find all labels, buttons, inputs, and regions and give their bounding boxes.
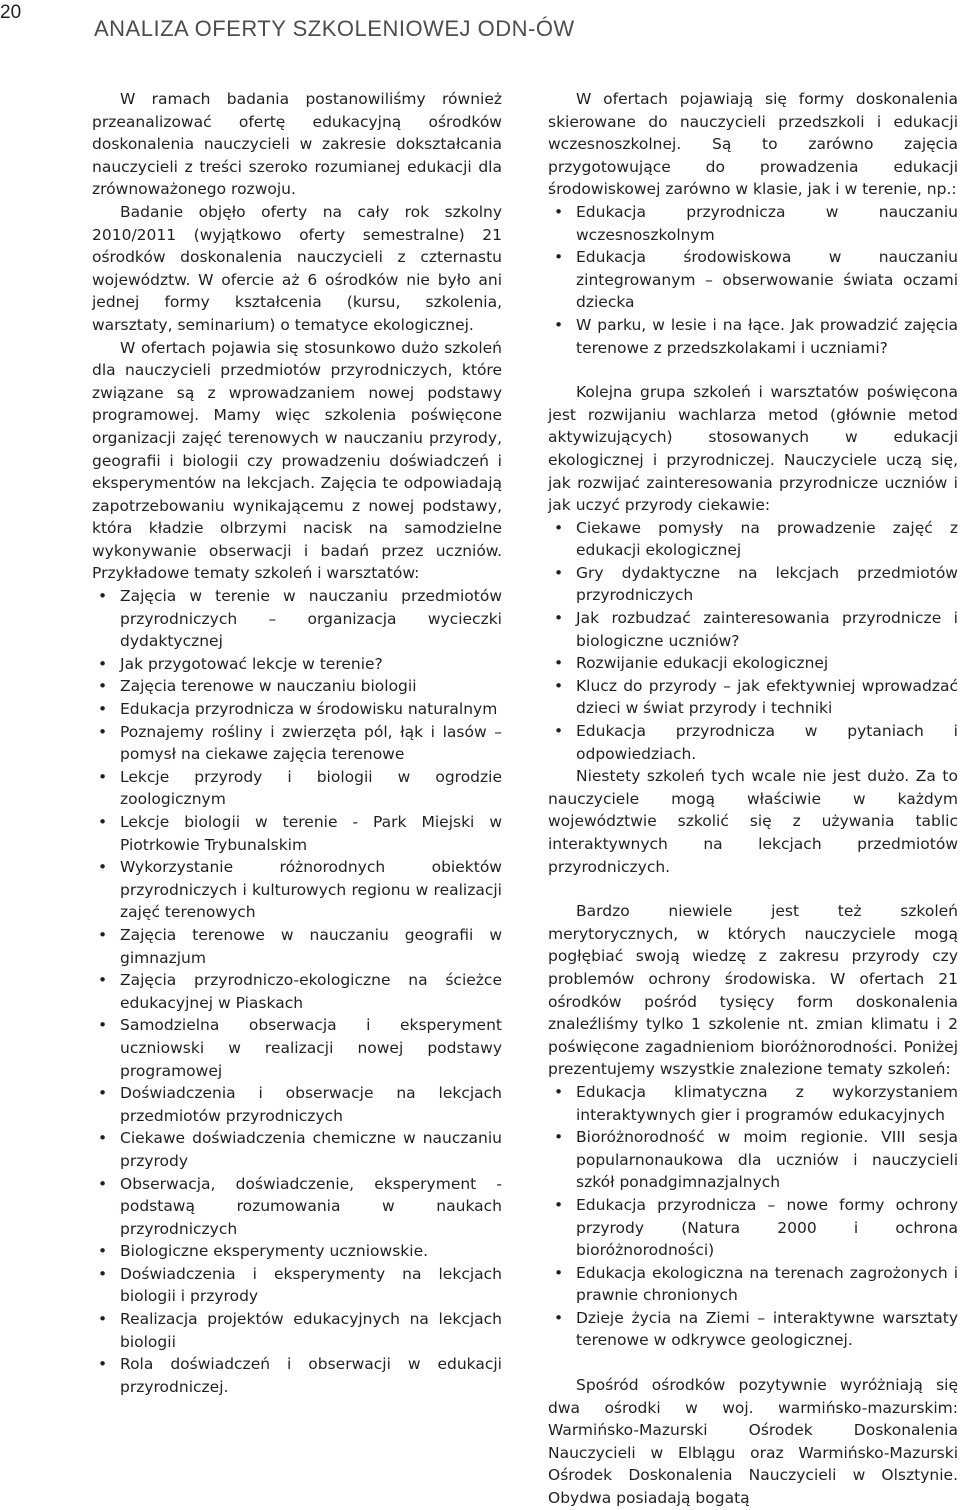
list-item	[92, 1240, 502, 1263]
bullet-icon: •	[98, 1355, 108, 1374]
list-item-text: Edukacja przyrodnicza w pytaniach i odpowiedziach.	[576, 722, 958, 763]
list-item-text: Samodzielna obserwacja i eksperyment uczniowski w realizacji nowej podstawy programowej	[120, 1016, 502, 1080]
bullet-icon: •	[554, 1128, 564, 1147]
list-item-text: Zajęcia w terenie w nauczaniu przedmiotów przyrodniczych – organizacja wycieczki dydaktycznej	[120, 587, 502, 651]
bullet-icon: •	[554, 609, 564, 628]
list-item-text: Dzieje życia na Ziemi – interaktywne warsztaty terenowe w odkrywce geologicznej.	[576, 1308, 958, 1350]
list-item	[92, 1263, 502, 1308]
list-item-text: Edukacja środowiskowa w nauczaniu zintegrowanym – obserwowanie świata oczami dziecka	[576, 248, 958, 312]
interactive-boards-paragraph: Niestety szkoleń tych wcale nie jest dużo. Za to nauczyciele mogą właściwie w każdym województwie szkolić się z używania tablic interaktywnych na lekcjach przedmiotów przyrodniczych.	[548, 767, 958, 876]
field-classes-paragraph: W ofertach pojawia się stosunkowo dużo szkoleń dla nauczycieli przedmiotów przyrodniczych, które związane są z wprowadzaniem nowej podstawy programowej. Mamy więc szkolenia poświęcone organizacji zajęć terenowych w nauczaniu przyrody, geografii i biologii czy prowadzeniu doświadczeń i eksperymentów na lekcjach. Zajęcia te odpowiadają zapotrzebowaniu wynikającemu z nowej podstawy, która kładzie olbrzymi nacisk na samodzielne wykonywanie obserwacji i badań przez uczniów. Przykładowe tematy szkoleń i warsztatów:	[92, 338, 502, 583]
list-item	[92, 585, 502, 653]
bullet-icon: •	[98, 654, 108, 673]
methods-topics-list	[548, 517, 958, 766]
list-item	[548, 652, 958, 675]
bullet-icon: •	[98, 1264, 108, 1283]
list-item	[548, 607, 958, 652]
content-topics-list	[548, 1081, 958, 1352]
list-item-text: Jak przygotować lekcje w terenie?	[120, 654, 383, 673]
list-item	[92, 1082, 502, 1127]
list-item-text: Zajęcia terenowe w nauczaniu geografii w gimnazjum	[120, 925, 502, 967]
list-item	[92, 766, 502, 811]
list-item-text: Zajęcia terenowe w nauczaniu biologii	[120, 677, 417, 696]
list-item-text: Edukacja klimatyczna z wykorzystaniem interaktywnych gier i programów edukacyjnych	[576, 1082, 958, 1124]
list-item-text: Realizacja projektów edukacyjnych na lekcjach biologii	[120, 1310, 502, 1351]
list-item-text: Rola doświadczeń i obserwacji w edukacji przyrodniczej.	[120, 1355, 502, 1396]
list-item-text: Edukacja przyrodnicza – nowe formy ochrony przyrody (Natura 2000 i ochrona bioróżnorodności)	[576, 1195, 958, 1260]
intro-paragraph: W ramach badania postanowiliśmy również przeanalizować ofertę edukacyjną ośrodków doskonalenia nauczycieli w zakresie dokształcania nauczycieli z treści szeroko rozumianej edukacji dla zrównoważonego rozwoju.	[92, 90, 502, 199]
page-number: 20	[0, 2, 22, 23]
list-item	[548, 562, 958, 607]
list-item-text: Edukacja przyrodnicza w nauczaniu wczesnoszkolnym	[576, 202, 958, 244]
bullet-icon: •	[98, 1242, 108, 1261]
list-item	[548, 1194, 958, 1262]
topics-list	[92, 585, 502, 1398]
list-item	[548, 201, 958, 246]
list-item	[548, 720, 958, 765]
list-item-text: Bioróżnorodność w moim regionie. VIII sesja popularnonaukowa dla uczniów i nauczycieli szkół ponadgimnazjalnych	[576, 1128, 958, 1192]
list-item-text: Doświadczenia i obserwacje na lekcjach przedmiotów przyrodniczych	[120, 1084, 502, 1125]
list-item	[92, 675, 502, 698]
list-item-text: Rozwijanie edukacji ekologicznej	[576, 654, 829, 673]
bullet-icon: •	[98, 813, 108, 831]
bullet-icon: •	[98, 1084, 108, 1103]
bullet-icon: •	[98, 971, 108, 990]
list-item-text: Biologiczne eksperymenty uczniowskie.	[120, 1242, 429, 1261]
list-item	[548, 1262, 958, 1307]
list-item-text: Klucz do przyrody – jak efektywniej wprowadzać dzieci w świat przyrody i techniki	[576, 676, 958, 718]
list-item	[548, 1081, 958, 1126]
bullet-icon: •	[98, 677, 108, 696]
list-item	[92, 1353, 502, 1398]
list-item-text: Zajęcia przyrodniczo-ekologiczne na ścieżce edukacyjnej w Piaskach	[120, 971, 502, 1012]
bullet-icon: •	[554, 1308, 564, 1327]
list-item-text: W parku, w lesie i na łące. Jak prowadzić zajęcia terenowe z przedszkolakami i uczniami?	[576, 315, 958, 357]
list-item-text: Wykorzystanie różnorodnych obiektów przyrodniczych i kulturowych regionu w realizacji zajęć terenowych	[120, 858, 502, 922]
preschool-intro-paragraph: W ofertach pojawiają się formy doskonalenia skierowane do nauczycieli przedszkoli i edukacji wczesnoszkolnej. Są to zarówno zajęcia przygotowujące do prowadzenia edukacji środowiskowej zarówno w klasie, jak i w terenie, np.:	[548, 90, 958, 199]
bullet-icon: •	[554, 248, 564, 267]
bullet-icon: •	[98, 1310, 108, 1329]
bullet-icon: •	[98, 858, 108, 877]
list-item	[548, 517, 958, 562]
bullet-icon: •	[98, 700, 108, 719]
list-item-text: Edukacja ekologiczna na terenach zagrożonych i prawnie chronionych	[576, 1263, 958, 1305]
list-item-text: Lekcje biologii w terenie - Park Miejski w Piotrkowie Trybunalskim	[120, 813, 502, 854]
list-item-text: Gry dydaktyczne na lekcjach przedmiotów przyrodniczych	[576, 563, 958, 605]
list-item	[92, 698, 502, 721]
list-item	[548, 1126, 958, 1194]
list-item	[548, 246, 958, 314]
bullet-icon: •	[554, 202, 564, 221]
bullet-icon: •	[98, 587, 108, 606]
bullet-icon: •	[98, 1129, 108, 1148]
bullet-icon: •	[554, 1195, 564, 1214]
list-item	[92, 721, 502, 766]
list-item	[92, 1014, 502, 1082]
list-item-text: Ciekawe pomysły na prowadzenie zajęć z edukacji ekologicznej	[576, 518, 958, 560]
list-item	[92, 653, 502, 676]
bullet-icon: •	[554, 1263, 564, 1282]
bullet-icon: •	[554, 676, 564, 695]
bullet-icon: •	[554, 654, 564, 673]
list-item-text: Jak rozbudzać zainteresowania przyrodnicze i biologiczne uczniów?	[576, 609, 958, 650]
list-item-text: Lekcje przyrody i biologii w ogrodzie zoologicznym	[120, 767, 502, 809]
left-column	[92, 88, 502, 1398]
right-column	[548, 88, 958, 1510]
bullet-icon: •	[554, 1082, 564, 1101]
list-item	[92, 1308, 502, 1353]
page-header: ANALIZA OFERTY SZKOLENIOWEJ ODN-ÓW	[94, 16, 575, 41]
list-item	[548, 314, 958, 359]
survey-paragraph: Badanie objęło oferty na cały rok szkolny 2010/2011 (wyjątkowo oferty semestralne) 21 ośrodków doskonalenia nauczycieli z czternastu województw. W ofercie aż 6 ośrodków nie było ani jednej formy kształcenia (kursu, szkolenia, warsztaty, seminarium) o tematyce ekologicznej.	[92, 202, 502, 334]
bullet-icon: •	[98, 722, 108, 741]
list-item-text: Obserwacja, doświadczenie, eksperyment - podstawą rozumowania w naukach przyrodniczych	[120, 1174, 502, 1238]
bullet-icon: •	[554, 315, 564, 334]
bullet-icon: •	[98, 925, 108, 944]
list-item	[92, 969, 502, 1014]
list-item	[92, 856, 502, 924]
list-item-text: Ciekawe doświadczenia chemiczne w nauczaniu przyrody	[120, 1129, 502, 1170]
preschool-topics-list	[548, 201, 958, 359]
content-training-paragraph: Bardzo niewiele jest też szkoleń merytorycznych, w których nauczyciele mogą pogłębiać swoją wiedzę z zakresu przyrody czy problemów ochrony środowiska. W ofertach 21 ośrodków pośród tysięcy form doskonalenia znaleźliśmy tylko 1 szkolenie nt. zmian klimatu i 2 poświęcone zagadnieniom bioróżnorodności. Poniżej prezentujemy wszystkie znalezione tematy szkoleń:	[548, 902, 958, 1079]
list-item	[92, 811, 502, 856]
list-item	[92, 1127, 502, 1172]
list-item-text: Poznajemy rośliny i zwierzęta pól, łąk i lasów – pomysł na ciekawe zajęcia terenowe	[120, 722, 502, 764]
methods-intro-paragraph: Kolejna grupa szkoleń i warsztatów poświęcona jest rozwijaniu wachlarza metod (głównie metod aktywizujących) stosowanych w edukacji ekologicznej i przyrodniczej. Nauczyciele uczą się, jak rozwijać zainteresowania przyrodnicze uczniów i jak uczyć przyrody ciekawie:	[548, 383, 958, 515]
bullet-icon: •	[554, 563, 564, 582]
bullet-icon: •	[554, 518, 564, 537]
bullet-icon: •	[98, 767, 108, 786]
list-item	[92, 1173, 502, 1241]
list-item	[92, 924, 502, 969]
list-item	[548, 1307, 958, 1352]
bullet-icon: •	[98, 1016, 108, 1035]
list-item-text: Edukacja przyrodnicza w środowisku naturalnym	[120, 700, 498, 719]
list-item	[548, 675, 958, 720]
bullet-icon: •	[98, 1174, 108, 1193]
list-item-text: Doświadczenia i eksperymenty na lekcjach biologii i przyrody	[120, 1264, 502, 1306]
bullet-icon: •	[554, 722, 564, 741]
closing-paragraph: Spośród ośrodków pozytywnie wyróżniają się dwa ośrodki w woj. warmińsko-mazurskim: Warmińsko-Mazurski Ośrodek Doskonalenia Nauczycieli w Elblągu oraz Warmińsko-Mazurski Ośrodek Doskonalenia Nauczycieli w Olsztynie. Obydwa posiadają bogatą	[548, 1376, 958, 1508]
